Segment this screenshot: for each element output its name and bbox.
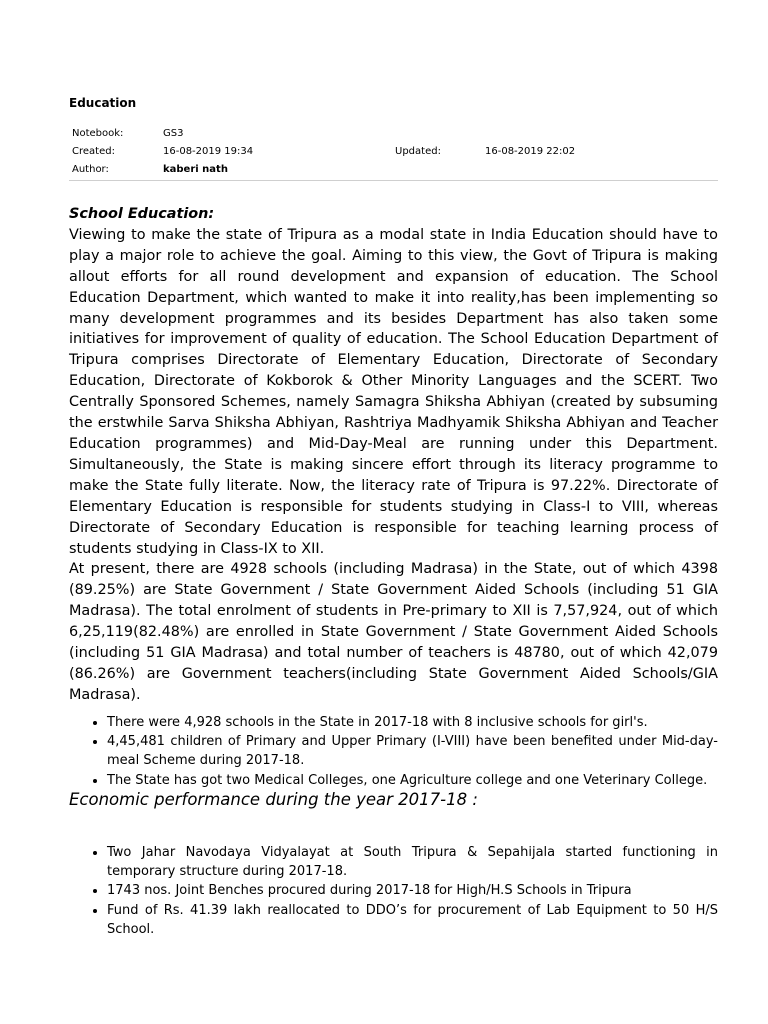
paragraph-overview: Viewing to make the state of Tripura as a modal state in India Education should have to play a major role to achieve the goal. Aiming to this view, the Govt of Tripura is making allout efforts for all round development and expansion of education. The School Education Department, which wanted to make it into reality,has been implementing so many development programmes and its besides Department has also taken some initiatives for improvement of quality of education. The School Education Department of Tripura comprises Directorate of Elementary Education, Directorate of Secondary Education, Directorate of Kokborok & Other Minority Languages and the SCERT. Two Centrally Sponsored Schemes, namely Samagra Shiksha Abhiyan (created by subsuming the erstwhile Sarva Shiksha Abhiyan, Rashtriya Madhyamik Shiksha Abhiyan and Teacher Education programmes) and Mid-Day-Meal are running under this Department. Simultaneously, the State is making sincere effort through its literacy programme to make the State fully literate. Now, the literacy rate of Tripura is 97.22%. Directorate of Elementary Education is responsible for students studying in Class-I to VIII, whereas Directorate of Secondary Education is responsible for teaching learning process of students studying in Class-IX to XII.: [69, 226, 718, 557]
created-label: Created:: [72, 146, 115, 157]
list-item: • 4,45,481 children of Primary and Upper Primary (I-VIII) have been benefited under Mid-day-meal Scheme during 2017-18.: [107, 732, 718, 771]
list-item: • There were 4,928 schools in the State in 2017-18 with 8 inclusive schools for girl's.: [107, 713, 718, 732]
note-body: [69, 204, 718, 939]
list-item: • The State has got two Medical Colleges, one Agriculture college and one Veterinary College.: [107, 771, 718, 790]
author-label: Author:: [72, 164, 109, 175]
metadata-row-author: [69, 161, 718, 179]
notebook-label: Notebook:: [72, 128, 124, 139]
notebook-value: GS3: [163, 128, 184, 139]
metadata-row-dates: [69, 143, 718, 161]
paragraph-statistics: At present, there are 4928 schools (including Madrasa) in the State, out of which 4398 (89.25%) are State Government / State Government Aided Schools (including 51 GIA Madrasa). The total enrolment of students in Pre-primary to XII is 7,57,924, out of which 6,25,119(82.48%) are enrolled in State Government / State Government Aided Schools (including 51 GIA Madrasa) and total number of teachers is 48780, out of which 42,079 (86.26%) are Government teachers(including State Government Aided Schools/GIA Madrasa).: [69, 561, 718, 703]
facts-list: [69, 713, 718, 790]
metadata-row-notebook: [69, 125, 718, 143]
note-metadata: [69, 125, 718, 181]
note-title: Education: [69, 96, 137, 110]
list-item: • 1743 nos. Joint Benches procured during 2017-18 for High/H.S Schools in Tripura: [107, 881, 718, 900]
updated-value: 16-08-2019 22:02: [485, 146, 576, 157]
list-item: • Two Jahar Navodaya Vidyalayat at South Tripura & Sepahijala started functioning in temporary structure during 2017-18.: [107, 843, 718, 882]
list-item: • Fund of Rs. 41.39 lakh reallocated to DDO’s for procurement of Lab Equipment to 50 H/S School.: [107, 901, 718, 940]
created-value: 16-08-2019 19:34: [163, 146, 254, 157]
economic-heading: Economic performance during the year 2017-18 :: [69, 789, 478, 809]
author-value: kaberi nath: [163, 164, 228, 175]
section-heading: School Education:: [69, 206, 215, 222]
economic-list: [69, 843, 718, 939]
updated-label: Updated:: [395, 146, 441, 157]
